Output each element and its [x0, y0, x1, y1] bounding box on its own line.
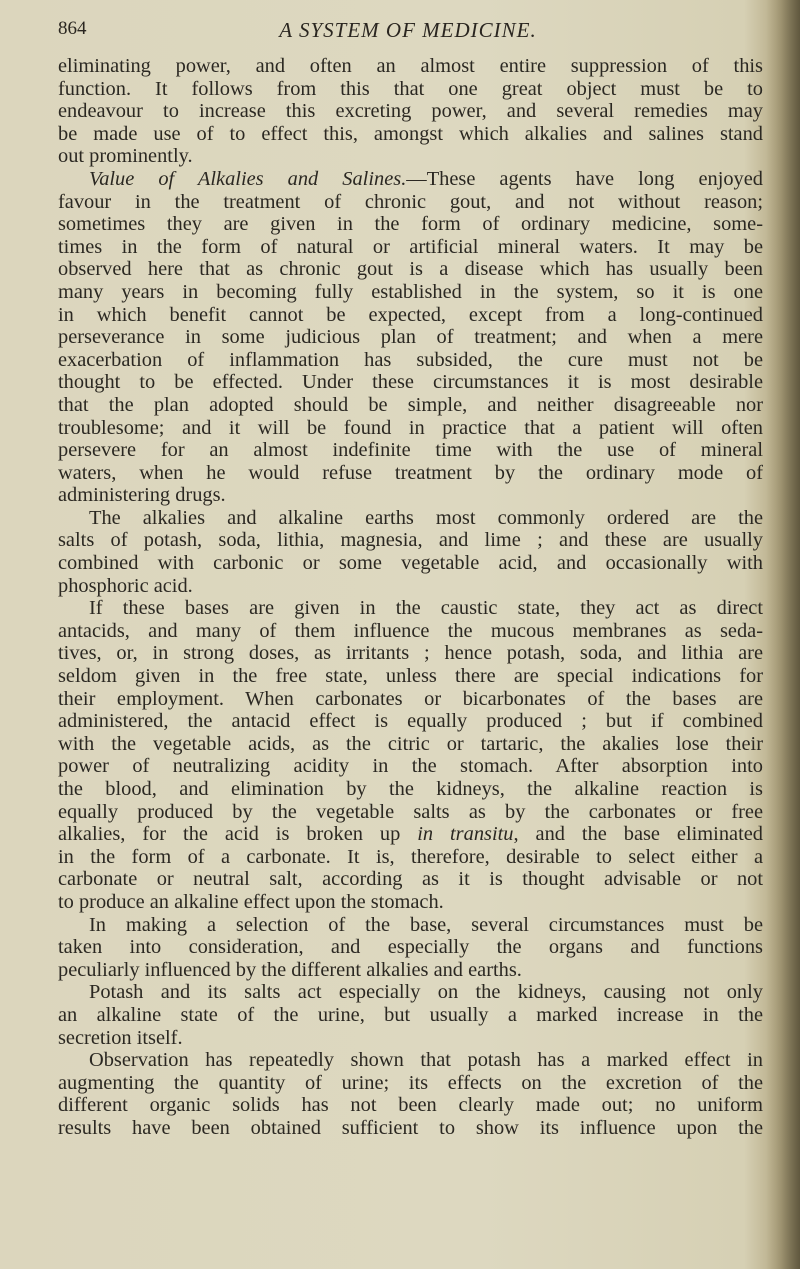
text-line: that the plan adopted should be simple, and neither disagreeable nor: [58, 393, 763, 416]
text-line: tives, or, in strong doses, as irritants ; hence potash, soda, and lithia are: [58, 642, 763, 665]
body-text: [58, 55, 763, 1140]
text-line: Observation has repeatedly shown that potash has a marked effect in: [89, 1049, 763, 1072]
text-line: in the form of a carbonate. It is, therefore, desirable to select either a: [58, 845, 763, 868]
text-line: exacerbation of inflammation has subsided, the cure must not be: [58, 348, 763, 371]
text-line: in which benefit cannot be expected, except from a long-continued: [58, 303, 763, 326]
text-line: taken into consideration, and especially the organs and functions: [58, 936, 763, 959]
text-line: to produce an alkaline effect upon the stomach.: [58, 890, 444, 913]
page-header: [58, 18, 758, 46]
text-line: out prominently.: [58, 145, 193, 168]
text-line: the blood, and elimination by the kidneys, the alkaline reaction is: [58, 778, 763, 800]
text-line: In making a selection of the base, several circumstances must be: [89, 913, 763, 936]
text-line: different organic solids has not been clearly made out; no uniform: [58, 1094, 763, 1117]
text-line: perseverance in some judicious plan of treatment; and when a mere: [58, 326, 763, 349]
text-line: salts of potash, soda, lithia, magnesia, and lime ; and these are usually: [58, 529, 763, 552]
text-line: be made use of to effect this, amongst which alkalies and salines stand: [58, 122, 763, 145]
text-line: secretion itself.: [58, 1026, 183, 1049]
text-line: their employment. When carbonates or bicarbonates of the bases are: [58, 687, 763, 710]
text-line: function. It follows from this that one great object must be to: [58, 77, 763, 100]
text-line: administering drugs.: [58, 484, 226, 507]
text-line: Value of Alkalies and Salines.—These agents have long enjoyed: [89, 167, 763, 190]
text-line: seldom given in the free state, unless there are special indications for: [58, 665, 763, 688]
text-line: The alkalies and alkaline earths most commonly ordered are the: [89, 506, 763, 529]
text-line: favour in the treatment of chronic gout, and not without reason;: [58, 190, 763, 213]
text-line: administered, the antacid effect is equally produced ; but if combined: [58, 710, 763, 733]
text-line: eliminating power, and often an almost entire suppression of this: [58, 55, 763, 77]
text-line: alkalies, for the acid is broken up in transitu, and the base eliminated: [58, 823, 763, 846]
text-line: sometimes they are given in the form of ordinary medicine, some-: [58, 213, 763, 236]
text-line: many years in becoming fully established in the system, so it is one: [58, 280, 763, 303]
text-line: augmenting the quantity of urine; its effects on the excretion of the: [58, 1071, 763, 1094]
text-line: equally produced by the vegetable salts as by the carbonates or free: [58, 800, 763, 823]
text-line: observed here that as chronic gout is a disease which has usually been: [58, 258, 763, 281]
text-line: antacids, and many of them influence the mucous membranes as seda-: [58, 619, 763, 642]
text-line: power of neutralizing acidity in the stomach. After absorption into: [58, 755, 763, 778]
text-line: If these bases are given in the caustic state, they act as direct: [89, 597, 763, 620]
text-line: persevere for an almost indefinite time with the use of mineral: [58, 439, 763, 462]
text-line: results have been obtained sufficient to show its influence upon the: [58, 1116, 763, 1139]
text-line: times in the form of natural or artificial mineral waters. It may be: [58, 235, 763, 258]
text-line: phosphoric acid.: [58, 574, 193, 597]
text-line: endeavour to increase this excreting power, and several remedies may: [58, 100, 763, 123]
text-line: peculiarly influenced by the different alkalies and earths.: [58, 958, 522, 981]
text-line: thought to be effected. Under these circumstances it is most desirable: [58, 371, 763, 394]
page-edge-shadow: [766, 0, 800, 1269]
text-line: combined with carbonic or some vegetable acid, and occasionally with: [58, 552, 763, 575]
text-line: waters, when he would refuse treatment by the ordinary mode of: [58, 461, 763, 484]
text-line: carbonate or neutral salt, according as it is thought advisable or not: [58, 868, 763, 891]
running-title: A SYSTEM OF MEDICINE.: [279, 18, 537, 42]
text-line: troublesome; and it will be found in practice that a patient will often: [58, 416, 763, 439]
text-line: Potash and its salts act especially on the kidneys, causing not only: [89, 981, 763, 1004]
text-line: an alkaline state of the urine, but usually a marked increase in the: [58, 1003, 763, 1026]
text-line: with the vegetable acids, as the citric or tartaric, the akalies lose their: [58, 732, 763, 755]
page-number: 864: [58, 18, 87, 39]
